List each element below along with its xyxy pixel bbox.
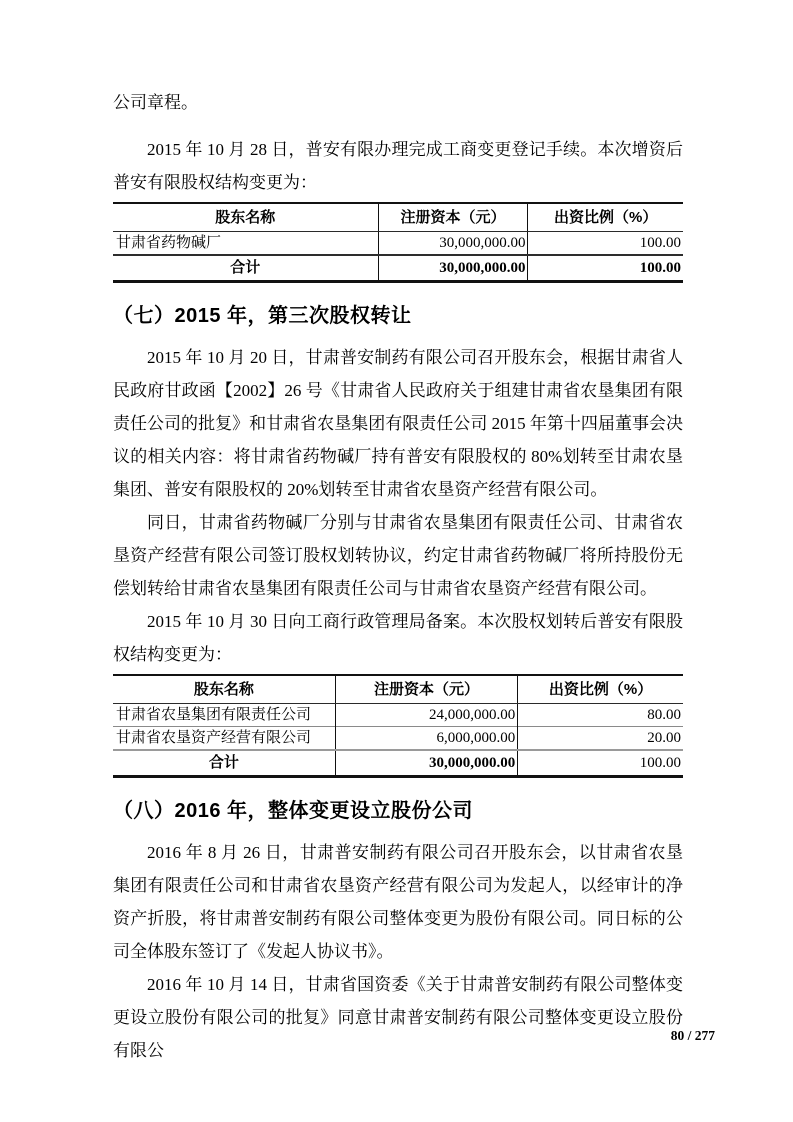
table-1-header-shareholder-name: 股东名称 bbox=[113, 203, 378, 232]
shareholder-name-cell: 甘肃省农垦集团有限责任公司 bbox=[116, 707, 312, 723]
section-8-paragraph-1: 2016 年 8 月 26 日，甘肃普安制药有限公司召开股东会，以甘肃省农垦集团有限责任公司和甘肃省农垦资产经营有限公司为发起人，以经审计的净资产折股，将甘肃普安制药有限公司整体变更为股份有限公司。同日标的公司全体股东签订了《发起人协议书》。 bbox=[113, 843, 683, 961]
table-2-header-row bbox=[113, 675, 683, 704]
shareholder-name-cell: 甘肃省农垦资产经营有限公司 bbox=[113, 727, 335, 751]
contribution-ratio-cell: 20.00 bbox=[518, 727, 683, 751]
table-1-header-registered-capital: 注册资本（元） bbox=[378, 203, 528, 232]
total-ratio-cell: 100.00 bbox=[518, 750, 683, 777]
shareholder-table-1 bbox=[113, 202, 683, 283]
table-2-header-registered-capital: 注册资本（元） bbox=[335, 675, 517, 704]
table-1-header-row bbox=[113, 203, 683, 232]
registered-capital-cell: 24,000,000.00 bbox=[335, 704, 517, 727]
section-8-paragraph-2: 2016 年 10 月 14 日，甘肃省国资委《关于甘肃普安制药有限公司整体变更设立股份有限公司的批复》同意甘肃普安制药有限公司整体变更设立股份有限公 bbox=[113, 975, 683, 1060]
paragraph-registration-change: 2015 年 10 月 28 日，普安有限办理完成工商变更登记手续。本次增资后普安有限股权结构变更为： bbox=[113, 140, 683, 192]
table-1-total-row bbox=[113, 255, 683, 282]
shareholder-table-2 bbox=[113, 674, 683, 778]
total-label-cell: 合计 bbox=[113, 750, 335, 777]
section-7-paragraph-2: 同日，甘肃省药物碱厂分别与甘肃省农垦集团有限责任公司、甘肃省农垦资产经营有限公司签订股权划转协议，约定甘肃省药物碱厂将所持股份无偿划转给甘肃省农垦集团有限责任公司与甘肃省农垦资产经营有限公司。 bbox=[113, 513, 683, 598]
total-capital-cell: 30,000,000.00 bbox=[378, 255, 528, 282]
table-1-header-contribution-ratio: 出资比例（%） bbox=[528, 203, 683, 232]
table-2-row-2 bbox=[113, 727, 683, 751]
contribution-ratio-cell: 80.00 bbox=[518, 704, 683, 727]
page-number: 80 / 277 bbox=[670, 1028, 715, 1043]
section-7-paragraph-3: 2015 年 10 月 30 日向工商行政管理局备案。本次股权划转后普安有限股权结构变更为： bbox=[113, 612, 683, 664]
total-capital-cell: 30,000,000.00 bbox=[335, 750, 517, 777]
section-8-heading: （八）2016 年，整体变更设立股份公司 bbox=[113, 800, 474, 822]
registered-capital-cell: 30,000,000.00 bbox=[378, 232, 528, 256]
shareholder-name-cell: 甘肃省药物碱厂 bbox=[116, 235, 222, 251]
paragraph-company-charter: 公司章程。 bbox=[113, 93, 198, 112]
registered-capital-cell: 6,000,000.00 bbox=[335, 727, 517, 751]
document-content bbox=[113, 86, 683, 1067]
total-label-cell: 合计 bbox=[113, 255, 378, 282]
table-2-total-row bbox=[113, 750, 683, 777]
section-7-heading: （七）2015 年，第三次股权转让 bbox=[113, 305, 412, 327]
table-2-row-1 bbox=[113, 704, 683, 727]
table-2-header-shareholder-name: 股东名称 bbox=[113, 675, 335, 704]
table-2-header-contribution-ratio: 出资比例（%） bbox=[518, 675, 683, 704]
total-ratio-cell: 100.00 bbox=[528, 255, 683, 282]
contribution-ratio-cell: 100.00 bbox=[528, 232, 683, 256]
table-1-row-1 bbox=[113, 232, 683, 256]
section-7-paragraph-1: 2015 年 10 月 20 日，甘肃普安制药有限公司召开股东会，根据甘肃省人民政府甘政函【2002】26 号《甘肃省人民政府关于组建甘肃省农垦集团有限责任公司的批复》和甘肃省农垦集团有限责任公司 2015 年第十四届董事会决议的相关内容：将甘肃省药物碱厂持有普安有限股权的 80%划转至甘肃农垦集团、普安有限股权的 20%划转至甘肃省农垦资产经营有限公司。 bbox=[113, 348, 683, 499]
